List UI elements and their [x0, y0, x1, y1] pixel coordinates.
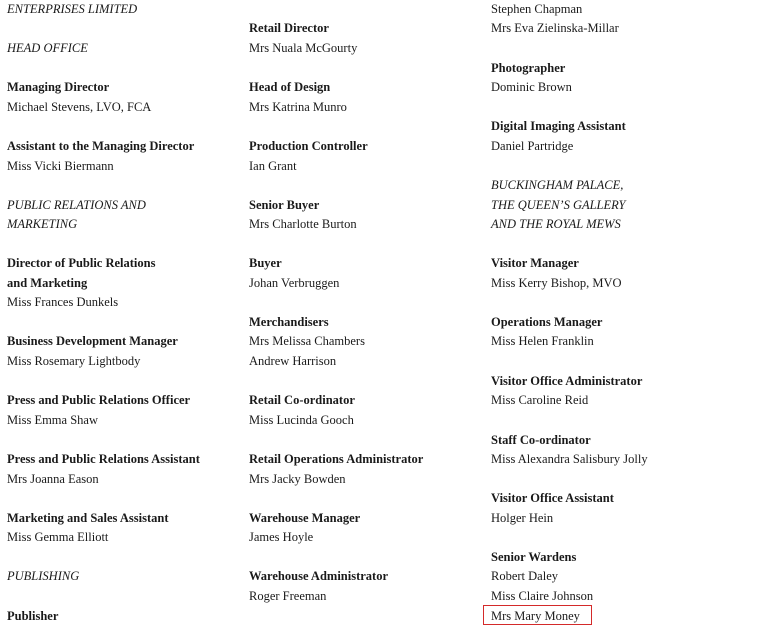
role-title: Buyer: [249, 256, 282, 270]
role-title: Visitor Manager: [491, 256, 579, 270]
section-heading-buckingham-palace: BUCKINGHAM PALACE,: [491, 178, 624, 192]
person-name: Roger Freeman: [249, 589, 327, 603]
person-name: Mrs Charlotte Burton: [249, 217, 357, 231]
role-title: Director of Public Relations: [7, 256, 156, 270]
person-name: Miss Claire Johnson: [491, 589, 594, 603]
section-heading-marketing: MARKETING: [7, 217, 78, 231]
role-title: Operations Manager: [491, 315, 603, 329]
role-title: Publisher: [7, 609, 59, 623]
section-heading-public-relations: PUBLIC RELATIONS AND: [7, 198, 146, 212]
person-name: Mrs Melissa Chambers: [249, 334, 365, 348]
person-name: Mrs Katrina Munro: [249, 100, 347, 114]
person-name: Holger Hein: [491, 511, 554, 525]
person-name: Andrew Harrison: [249, 354, 337, 368]
person-name: Miss Alexandra Salisbury Jolly: [491, 452, 648, 466]
section-heading-royal-mews: AND THE ROYAL MEWS: [491, 217, 621, 231]
selection-highlight-box: [483, 605, 592, 625]
person-name: Robert Daley: [491, 569, 558, 583]
person-name: Miss Kerry Bishop, MVO: [491, 276, 622, 290]
role-title: Head of Design: [249, 80, 331, 94]
person-name-highlighted[interactable]: Mrs Mary Money: [491, 609, 580, 623]
role-title: Visitor Office Administrator: [491, 374, 643, 388]
person-name: Miss Emma Shaw: [7, 413, 98, 427]
role-title: Merchandisers: [249, 315, 329, 329]
role-title: Retail Operations Administrator: [249, 452, 424, 466]
role-title: Warehouse Administrator: [249, 569, 389, 583]
section-heading-queens-gallery: THE QUEEN’S GALLERY: [491, 198, 626, 212]
role-title: Assistant to the Managing Director: [7, 139, 195, 153]
person-name: Miss Caroline Reid: [491, 393, 589, 407]
role-title: and Marketing: [7, 276, 88, 290]
role-title: Press and Public Relations Assistant: [7, 452, 200, 466]
role-title: Retail Director: [249, 21, 329, 35]
person-name: Stephen Chapman: [491, 2, 583, 16]
section-heading-enterprises: ENTERPRISES LIMITED: [7, 2, 138, 16]
role-title: Retail Co-ordinator: [249, 393, 355, 407]
role-title: Business Development Manager: [7, 334, 178, 348]
role-title: Visitor Office Assistant: [491, 491, 614, 505]
person-name: Miss Helen Franklin: [491, 334, 594, 348]
role-title: Press and Public Relations Officer: [7, 393, 191, 407]
person-name: Johan Verbruggen: [249, 276, 340, 290]
section-heading-head-office: HEAD OFFICE: [7, 41, 88, 55]
person-name: Mrs Jacky Bowden: [249, 472, 346, 486]
person-name: Mrs Eva Zielinska-Millar: [491, 21, 619, 35]
person-name: James Hoyle: [249, 530, 314, 544]
role-title: Senior Wardens: [491, 550, 577, 564]
role-title: Production Controller: [249, 139, 368, 153]
person-name: Mrs Joanna Eason: [7, 472, 99, 486]
person-name: Mrs Nuala McGourty: [249, 41, 358, 55]
person-name: Miss Lucinda Gooch: [249, 413, 354, 427]
person-name: Dominic Brown: [491, 80, 572, 94]
role-title: Managing Director: [7, 80, 110, 94]
role-title: Senior Buyer: [249, 198, 320, 212]
person-name: Miss Frances Dunkels: [7, 295, 119, 309]
role-title: Digital Imaging Assistant: [491, 119, 626, 133]
person-name: Miss Vicki Biermann: [7, 159, 114, 173]
person-name: Daniel Partridge: [491, 139, 574, 153]
role-title: Staff Co-ordinator: [491, 433, 591, 447]
role-title: Marketing and Sales Assistant: [7, 511, 169, 525]
role-title: Photographer: [491, 61, 566, 75]
person-name: Ian Grant: [249, 159, 297, 173]
role-title: Warehouse Manager: [249, 511, 361, 525]
person-name: Miss Rosemary Lightbody: [7, 354, 141, 368]
section-heading-publishing: PUBLISHING: [7, 569, 80, 583]
person-name: Miss Gemma Elliott: [7, 530, 109, 544]
person-name: Michael Stevens, LVO, FCA: [7, 100, 152, 114]
